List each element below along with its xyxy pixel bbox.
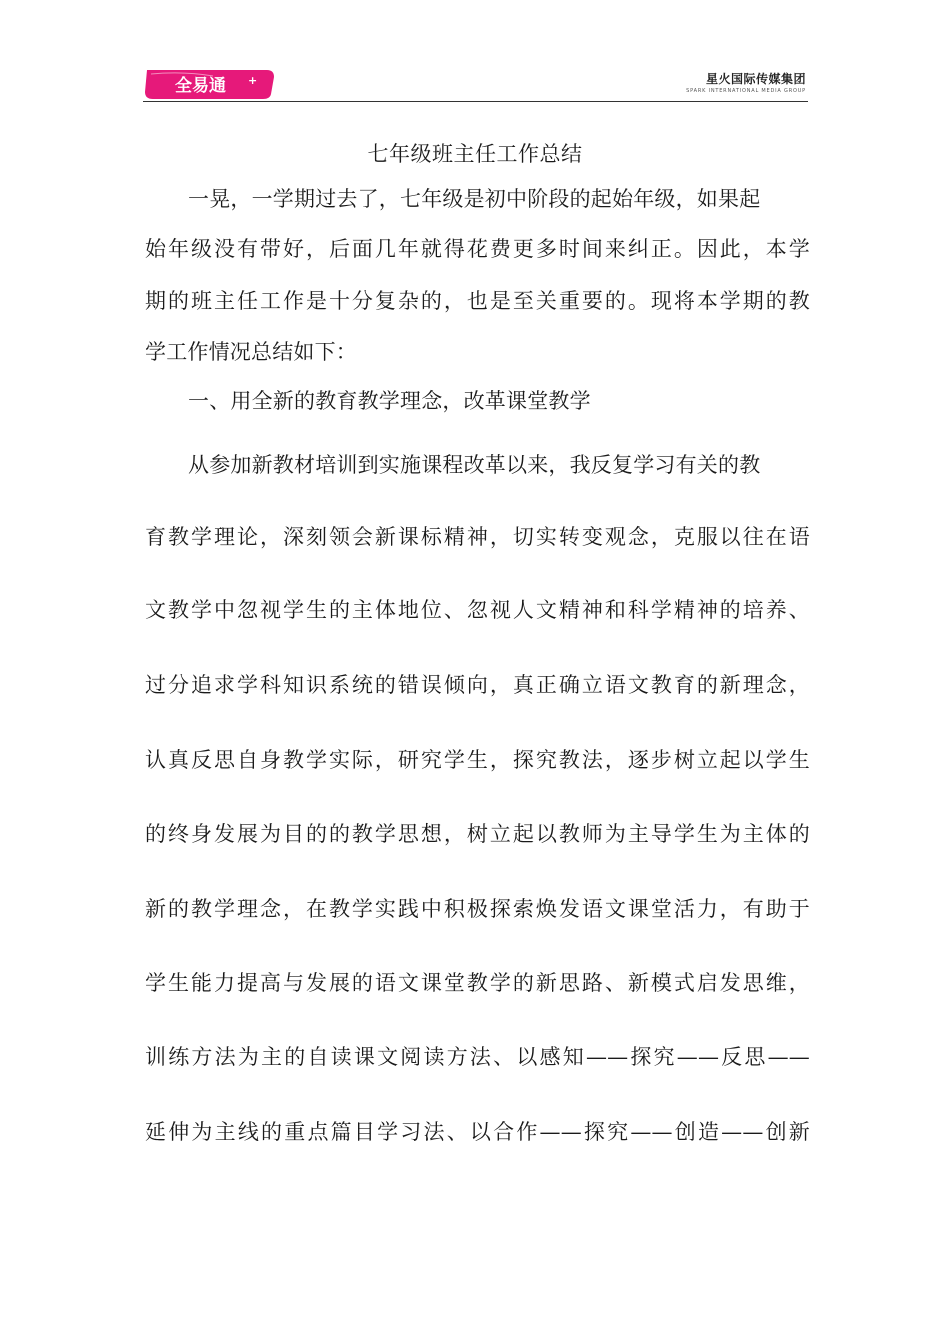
paragraph-line: 新的教学理念，在教学实践中积极探索焕发语文课堂活力，有助于 [145,897,810,921]
paragraph-line: 训练方法为主的自读课文阅读方法、以感知——探究——反思—— [145,1045,810,1069]
paragraph-line: 延伸为主线的重点篇目学习法、以合作——探究——创造——创新 [145,1120,810,1144]
paragraph-line: 的终身发展为目的的教学思想，树立起以教师为主导学生为主体的 [145,822,810,846]
paragraph-line: 一晃，一学期过去了，七年级是初中阶段的起始年级，如果起 [188,187,761,211]
logo-star-icon: + [248,74,258,87]
paragraph-line: 育教学理论，深刻领会新课标精神，切实转变观念，克服以往在语 [145,525,810,549]
document-title: 七年级班主任工作总结 [367,142,583,166]
paragraph-line: 文教学中忽视学生的主体地位、忽视人文精神和科学精神的培养、 [145,598,810,622]
paragraph-line: 从参加新教材培训到实施课程改革以来，我反复学习有关的教 [188,453,761,477]
paragraph-line: 始年级没有带好，后面几年就得花费更多时间来纠正。因此，本学 [145,237,810,261]
section-heading: 一、用全新的教育教学理念，改革课堂教学 [188,389,591,413]
org-name-en: SPARK INTERNATIONAL MEDIA GROUP [686,88,806,94]
paragraph-line: 认真反思自身教学实际，研究学生，探究教法，逐步树立起以学生 [145,748,810,772]
org-name: 星火国际传媒集团 [705,72,806,86]
page-header [143,62,808,102]
org-block [686,70,806,94]
paragraph-line: 期的班主任工作是十分复杂的，也是至关重要的。现将本学期的教 [145,289,810,313]
header-divider [143,101,808,102]
paragraph-line: 学工作情况总结如下： [145,340,357,364]
logo-text: 全易通 [175,76,226,96]
paragraph-line: 过分追求学科知识系统的错误倾向，真正确立语文教育的新理念， [145,673,810,697]
quanyitong-logo [143,68,275,100]
paragraph-line: 学生能力提高与发展的语文课堂教学的新思路、新模式启发思维， [145,971,810,995]
